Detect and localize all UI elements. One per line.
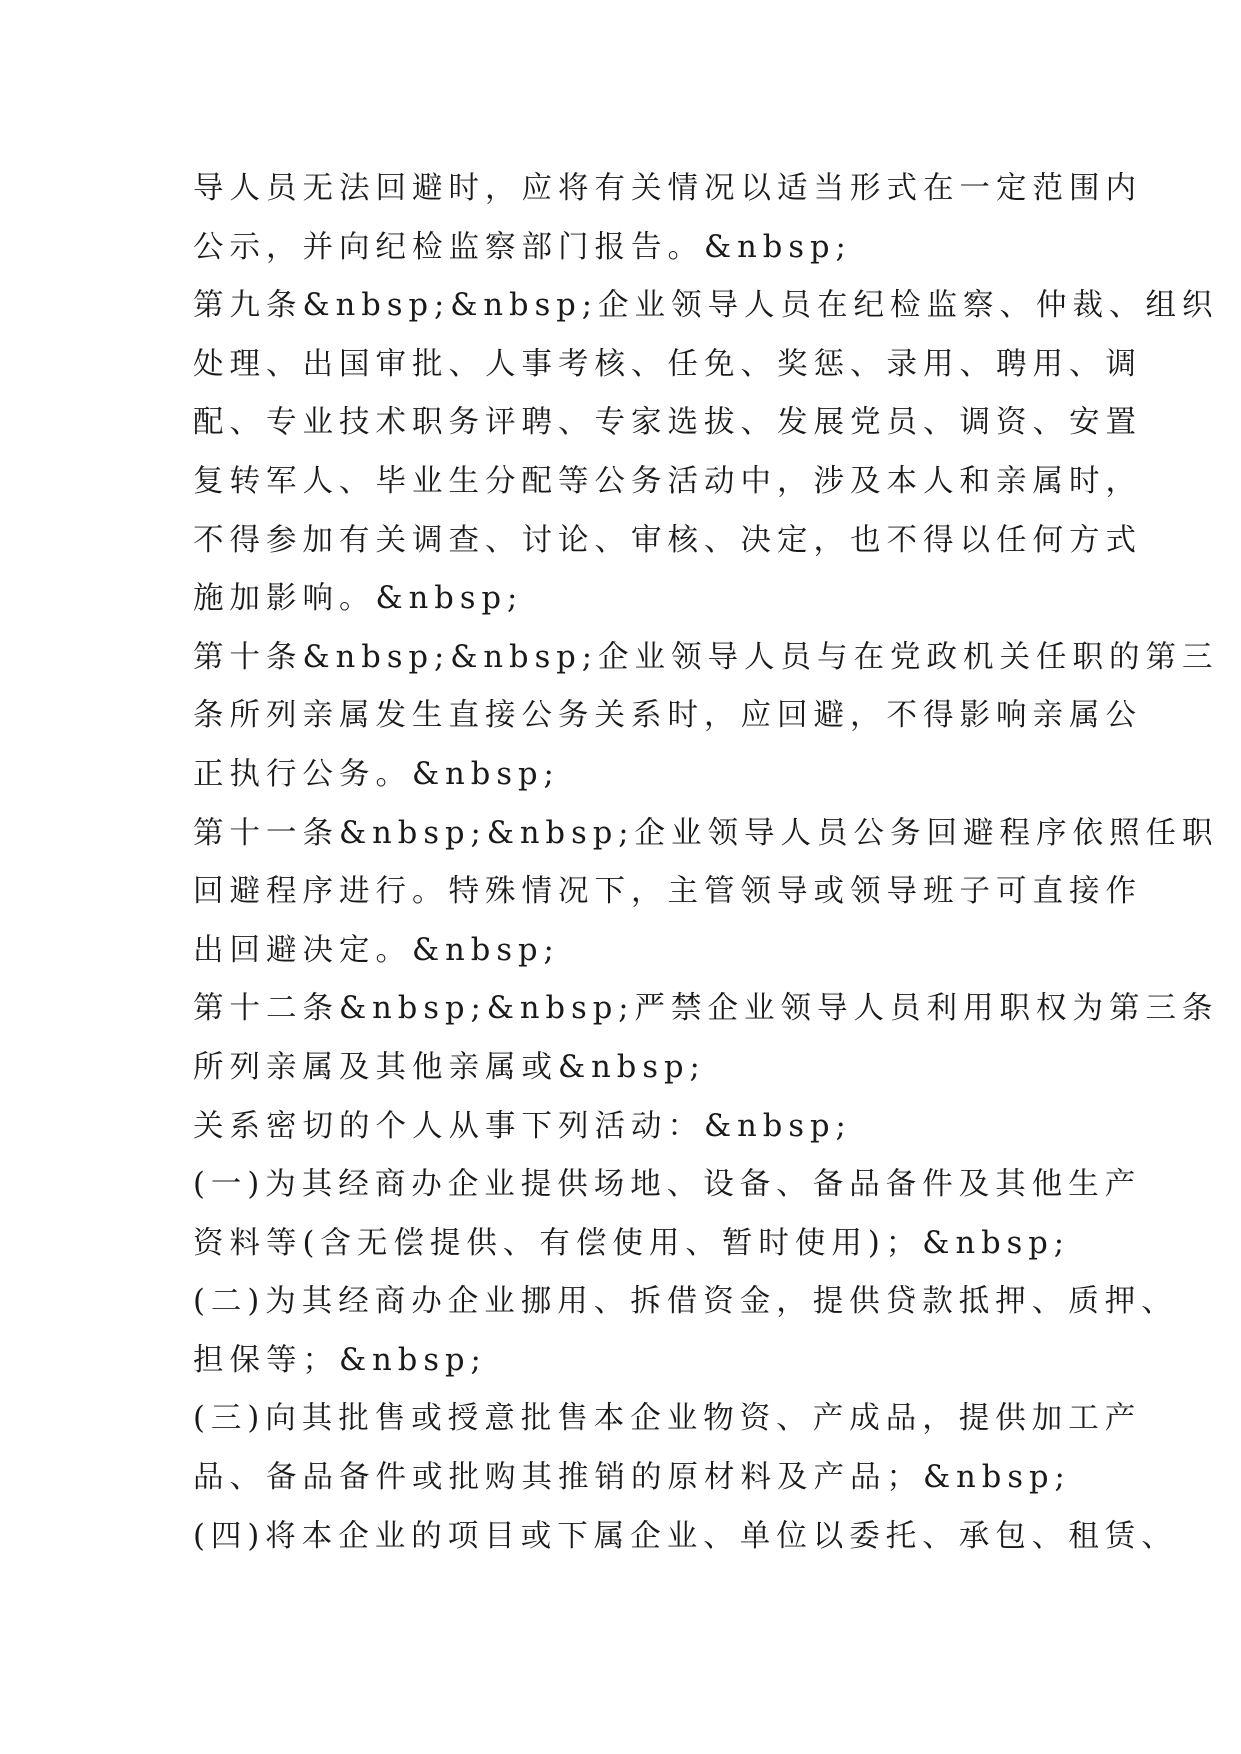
text-line: 第九条&nbsp;&nbsp;企业领导人员在纪检监察、仲裁、组织	[193, 288, 1219, 324]
text-line: 施加影响。&nbsp;	[193, 581, 524, 617]
text-line: (四)将本企业的项目或下属企业、单位以委托、承包、租赁、	[193, 1518, 1178, 1554]
text-line: 公示，并向纪检监察部门报告。&nbsp;	[193, 229, 852, 265]
text-line: 回避程序进行。特殊情况下，主管领导或领导班子可直接作	[193, 874, 1142, 910]
text-line: 出回避决定。&nbsp;	[193, 932, 560, 968]
text-line: 资料等(含无偿提供、有偿使用、暂时使用)；&nbsp;	[193, 1225, 1071, 1261]
text-line: 不得参加有关调查、讨论、审核、决定，也不得以任何方式	[193, 522, 1142, 558]
document-body	[193, 160, 1219, 1566]
text-line: 第十条&nbsp;&nbsp;企业领导人员与在党政机关任职的第三	[193, 639, 1219, 675]
text-line: 正执行公务。&nbsp;	[193, 756, 560, 792]
text-line: (一)为其经商办企业提供场地、设备、备品备件及其他生产	[193, 1167, 1142, 1203]
text-line: 配、专业技术职务评聘、专家选拔、发展党员、调资、安置	[193, 405, 1142, 441]
text-line: (二)为其经商办企业挪用、拆借资金，提供贷款抵押、质押、	[193, 1284, 1178, 1320]
text-line: 关系密切的个人从事下列活动：&nbsp;	[193, 1108, 852, 1144]
text-line: 品、备品备件或批购其推销的原材料及产品；&nbsp;	[193, 1460, 1071, 1496]
text-line: 导人员无法回避时，应将有关情况以适当形式在一定范围内	[193, 171, 1142, 206]
text-line: 第十一条&nbsp;&nbsp;企业领导人员公务回避程序依照任职	[193, 815, 1219, 851]
text-line: 复转军人、毕业生分配等公务活动中，涉及本人和亲属时，	[193, 463, 1142, 499]
text-line: 所列亲属及其他亲属或&nbsp;	[193, 1049, 706, 1085]
text-line: 担保等；&nbsp;	[193, 1342, 487, 1378]
text-line: 处理、出国审批、人事考核、任免、奖惩、录用、聘用、调	[193, 346, 1142, 382]
text-line: 条所列亲属发生直接公务关系时，应回避，不得影响亲属公	[193, 698, 1142, 734]
text-line: 第十二条&nbsp;&nbsp;严禁企业领导人员利用职权为第三条	[193, 991, 1219, 1027]
text-line: (三)向其批售或授意批售本企业物资、产成品，提供加工产	[193, 1401, 1142, 1437]
